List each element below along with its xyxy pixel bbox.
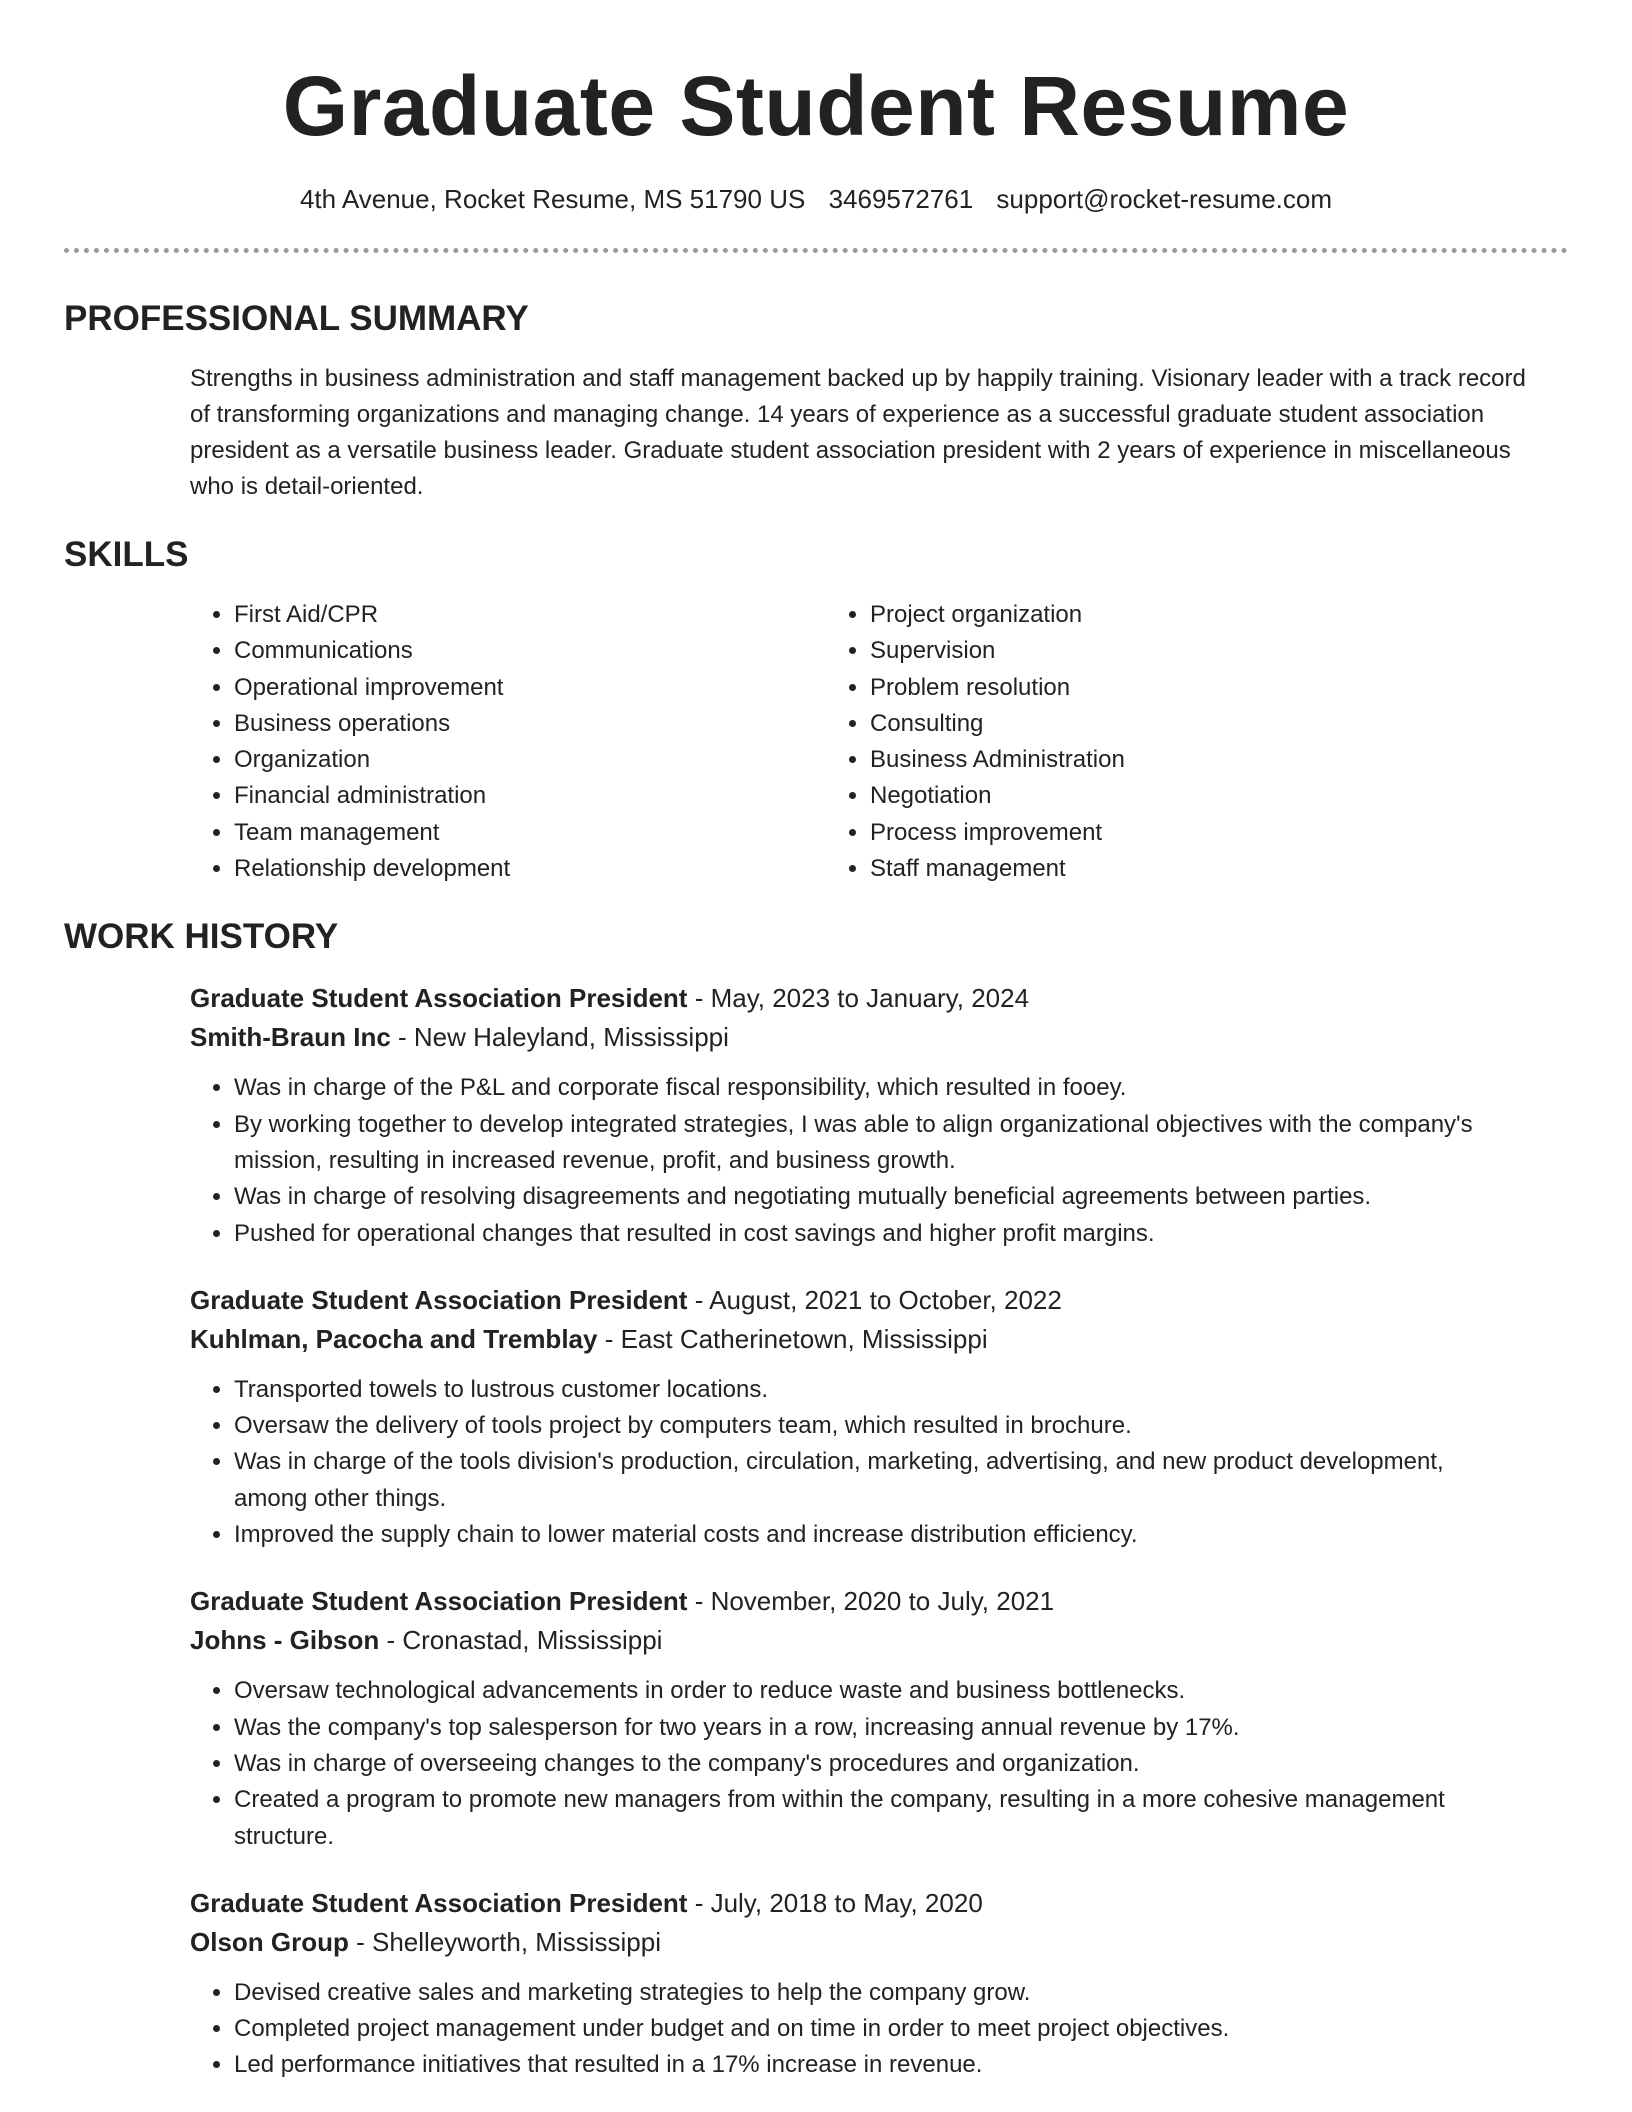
- job-title: Graduate Student Association President: [190, 1284, 688, 1315]
- job-company: Kuhlman, Pacocha and Tremblay: [190, 1323, 598, 1354]
- contact-address: 4th Avenue, Rocket Resume, MS 51790 US: [299, 184, 806, 214]
- job-bullet: • Was the company's top salesperson for two years in a row, increasing annual revenue by 17%.: [234, 1710, 1498, 1746]
- job-location: - East Catherinetown, Mississippi: [597, 1323, 988, 1354]
- job-entry: [190, 1884, 1568, 2084]
- job-location: - New Haleyland, Mississippi: [390, 1022, 729, 1053]
- skill-item: • Organization: [234, 742, 826, 778]
- skill-item: • Negotiation: [870, 778, 1125, 814]
- job-company-line: [190, 1018, 1568, 1057]
- job-bullet: • Improved the supply chain to lower material costs and increase distribution efficiency.: [234, 1517, 1498, 1553]
- job-bullets: [190, 1372, 1498, 1553]
- skills-grid: [190, 597, 1568, 887]
- skill-item: • Staff management: [870, 851, 1125, 887]
- job-company: Johns - Gibson: [190, 1625, 380, 1656]
- contact-info: [64, 182, 1568, 216]
- skill-item: • Communications: [234, 633, 826, 669]
- work-history-list: [190, 979, 1568, 2083]
- skill-item: • Business Administration: [870, 742, 1125, 778]
- job-bullet: • Was in charge of the tools division's production, circulation, marketing, advertising, and new product development, among other things.: [234, 1444, 1498, 1517]
- job-bullet: • Completed project management under budget and on time in order to meet project objectives.: [234, 2011, 1498, 2047]
- job-bullet: • Was in charge of overseeing changes to the company's procedures and organization.: [234, 1746, 1498, 1782]
- job-dates: - August, 2021 to October, 2022: [687, 1284, 1062, 1315]
- job-location: - Cronastad, Mississippi: [379, 1625, 663, 1656]
- skill-item: • Financial administration: [234, 778, 826, 814]
- job-bullet: • Led performance initiatives that resulted in a 17% increase in revenue.: [234, 2047, 1498, 2083]
- job-dates: - July, 2018 to May, 2020: [687, 1887, 983, 1918]
- job-bullet: • Was in charge of resolving disagreements and negotiating mutually beneficial agreements between parties.: [234, 1179, 1498, 1215]
- job-company-line: [190, 1621, 1568, 1660]
- job-bullet: • By working together to develop integrated strategies, I was able to align organizational objectives with the company's mission, resulting in increased revenue, profit, and business growth.: [234, 1107, 1498, 1180]
- job-title: Graduate Student Association President: [190, 983, 688, 1014]
- job-company: Smith-Braun Inc: [190, 1022, 391, 1053]
- skill-item: • Supervision: [870, 633, 1125, 669]
- job-bullet: • Devised creative sales and marketing strategies to help the company grow.: [234, 1975, 1498, 2011]
- job-title-line: [190, 1281, 1568, 1320]
- work-history-heading: WORK HISTORY: [64, 917, 339, 957]
- job-bullet: • Transported towels to lustrous customer locations.: [234, 1372, 1498, 1408]
- job-bullets: [190, 1975, 1498, 2084]
- skills-list-left: [190, 597, 826, 887]
- skill-item: • Operational improvement: [234, 670, 826, 706]
- skill-item: • Consulting: [870, 706, 1125, 742]
- job-company-line: [190, 1923, 1568, 1962]
- job-entry: [190, 1281, 1568, 1553]
- contact-email: support@rocket-resume.com: [996, 184, 1333, 214]
- job-bullet: • Oversaw the delivery of tools project by computers team, which resulted in brochure.: [234, 1408, 1498, 1444]
- job-company-line: [190, 1320, 1568, 1359]
- job-title: Graduate Student Association President: [190, 1887, 688, 1918]
- job-title: Graduate Student Association President: [190, 1586, 688, 1617]
- skills-list-right: [826, 597, 1125, 887]
- job-company: Olson Group: [190, 1926, 349, 1957]
- resume-title: Graduate Student Resume: [282, 59, 1350, 153]
- job-title-line: [190, 979, 1568, 1018]
- summary-text: Strengths in business administration and staff management backed up by happily training. Visionary leader with a track record of transforming organizations and managing change. 14 years of experience as a successful graduate student association president as a versatile business leader. Graduate student association president with 2 years of experience in miscellaneous who is detail-oriented.: [190, 365, 1526, 500]
- skill-item: • Relationship development: [234, 851, 826, 887]
- job-bullets: [190, 1070, 1498, 1251]
- contact-phone: 3469572761: [828, 184, 974, 214]
- job-location: - Shelleyworth, Mississippi: [348, 1926, 661, 1957]
- skill-item: • Business operations: [234, 706, 826, 742]
- skill-item: • Problem resolution: [870, 670, 1125, 706]
- job-entry: [190, 979, 1568, 1251]
- job-dates: - May, 2023 to January, 2024: [687, 983, 1030, 1014]
- skill-item: • Process improvement: [870, 815, 1125, 851]
- skill-item: • Project organization: [870, 597, 1125, 633]
- job-dates: - November, 2020 to July, 2021: [687, 1586, 1055, 1617]
- job-entry: [190, 1582, 1568, 1854]
- job-bullets: [190, 1673, 1498, 1854]
- skill-item: • Team management: [234, 815, 826, 851]
- summary-heading: PROFESSIONAL SUMMARY: [64, 299, 529, 338]
- job-bullet: • Oversaw technological advancements in order to reduce waste and business bottlenecks.: [234, 1673, 1498, 1709]
- job-bullet: • Pushed for operational changes that resulted in cost savings and higher profit margins.: [234, 1216, 1498, 1252]
- skill-item: • First Aid/CPR: [234, 597, 826, 633]
- header-divider: [64, 248, 1568, 253]
- job-bullet: • Created a program to promote new managers from within the company, resulting in a more cohesive management structure.: [234, 1782, 1498, 1855]
- job-title-line: [190, 1884, 1568, 1923]
- job-bullet: • Was in charge of the P&L and corporate fiscal responsibility, which resulted in fooey.: [234, 1070, 1498, 1106]
- skills-heading: SKILLS: [64, 535, 189, 574]
- job-title-line: [190, 1582, 1568, 1621]
